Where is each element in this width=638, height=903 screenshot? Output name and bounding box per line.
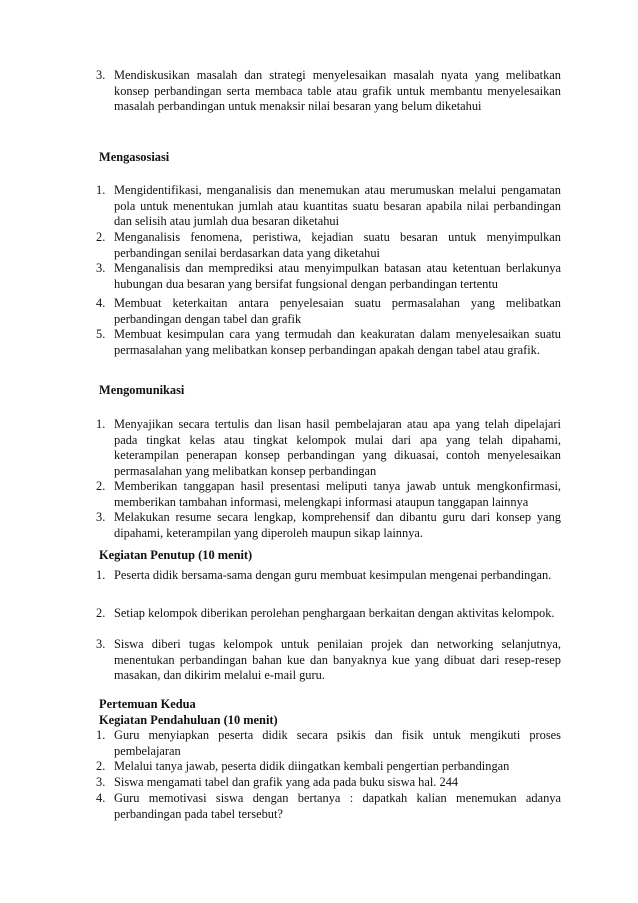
list-number: 3.	[96, 510, 106, 524]
list-number: 2.	[96, 606, 106, 620]
section-subheading-pendahuluan: Kegiatan Pendahuluan (10 menit)	[99, 713, 278, 727]
list-item	[96, 510, 561, 541]
list-item	[96, 606, 561, 622]
list-item	[96, 296, 561, 327]
list-number: 4.	[96, 296, 106, 310]
list-text: Melalui tanya jawab, peserta didik diingatkan kembali pengertian perbandingan	[114, 759, 510, 773]
list-number: 3.	[96, 637, 106, 651]
list-number: 1.	[96, 183, 106, 197]
list-number: 3.	[96, 261, 106, 275]
list-text: Guru memotivasi siswa dengan bertanya : dapatkah kalian menemukan adanya perbandingan pada tabel tersebut?	[114, 791, 561, 821]
list-item	[96, 183, 561, 230]
list-item	[96, 791, 561, 822]
list-item	[96, 261, 561, 292]
list-text: Membuat kesimpulan cara yang termudah dan keakuratan dalam menyelesaikan suatu permasalahan yang melibatkan konsep perbandingan apakah dengan tabel atau grafik.	[114, 327, 561, 357]
list-number: 2.	[96, 479, 106, 493]
list-text: Mengidentifikasi, menganalisis dan menemukan atau merumuskan melalui pengamatan pola untuk menentukan jumlah atau kuantitas suatu besaran apabila nilai perbandingan dan selisih atau jumlah dua besaran diketahui	[114, 183, 561, 229]
list-number: 1.	[96, 728, 106, 742]
list-item	[96, 327, 561, 358]
list-text: Memberikan tanggapan hasil presentasi meliputi tanya jawab untuk mengkonfirmasi, memberikan tambahan informasi, melengkapi informasi ataupun tanggapan lainnya	[114, 479, 561, 509]
list-number: 2.	[96, 230, 106, 244]
list-item	[96, 565, 561, 585]
list-item	[96, 759, 561, 775]
list-number: 2.	[96, 759, 106, 773]
list-text: Setiap kelompok diberikan perolehan penghargaan berkaitan dengan aktivitas kelompok.	[114, 606, 555, 620]
list-item	[96, 775, 561, 791]
list-text: Menganalisis dan memprediksi atau menyimpulkan batasan atau ketentuan berlakunya hubungan dua besaran yang bersifat fungsional dengan perbandingan tertentu	[114, 261, 561, 291]
list-number: 4.	[96, 791, 106, 805]
list-number: 1.	[96, 568, 106, 582]
list-text: Siswa diberi tugas kelompok untuk penilaian projek dan networking selanjutnya, menentukan perbandingan bahan kue dan banyaknya kue yang dibuat dari resep-resep masakan, dan dikirim melalui e-mail guru.	[114, 637, 561, 683]
list-item	[96, 68, 561, 115]
list-text: Mendiskusikan masalah dan strategi menyelesaikan masalah nyata yang melibatkan konsep perbandingan serta membaca table atau grafik untuk membantu menyelesaikan masalah perbandingan untuk menaksir nilai besaran yang belum diketahui	[114, 68, 561, 114]
list-item	[96, 417, 561, 479]
list-text: Guru menyiapkan peserta didik secara psikis dan fisik untuk mengikuti proses pembelajaran	[114, 728, 561, 758]
list-number: 5.	[96, 327, 106, 341]
list-text: Peserta didik bersama-sama dengan guru membuat kesimpulan mengenai perbandingan.	[114, 568, 552, 582]
list-item	[96, 479, 561, 510]
list-item	[96, 728, 561, 759]
list-text: Siswa mengamati tabel dan grafik yang ada pada buku siswa hal. 244	[114, 775, 459, 789]
list-text: Menyajikan secara tertulis dan lisan hasil pembelajaran atau apa yang telah dipelajari pada tingkat kelas atau tingkat kelompok mulai dari apa yang telah dipahami, keterampilan penerapan konsep perbandingan yang dikuasai, contoh menyelesaikan permasalahan yang melibatkan konsep perbandingan	[114, 417, 561, 478]
list-item	[96, 230, 561, 261]
list-text: Melakukan resume secara lengkap, komprehensif dan dibantu guru dari konsep yang dipahami, keterampilan yang diperoleh maupun sikap lainnya.	[114, 510, 561, 540]
section-heading-mengomunikasi: Mengomunikasi	[99, 383, 185, 397]
list-text: Membuat keterkaitan antara penyelesaian suatu permasalahan yang melibatkan perbandingan dengan tabel dan grafik	[114, 296, 561, 326]
section-heading-pertemuan-kedua: Pertemuan Kedua	[99, 697, 196, 711]
section-heading-mengasosiasi: Mengasosiasi	[99, 150, 170, 164]
list-item	[96, 637, 561, 684]
list-number: 1.	[96, 417, 106, 431]
list-number: 3.	[96, 775, 106, 789]
list-text: Menganalisis fenomena, peristiwa, kejadian suatu besaran untuk menyimpulkan perbandingan senilai berdasarkan data yang diketahui	[114, 230, 561, 260]
section-heading-penutup: Kegiatan Penutup (10 menit)	[99, 548, 253, 562]
list-number: 3.	[96, 68, 106, 82]
